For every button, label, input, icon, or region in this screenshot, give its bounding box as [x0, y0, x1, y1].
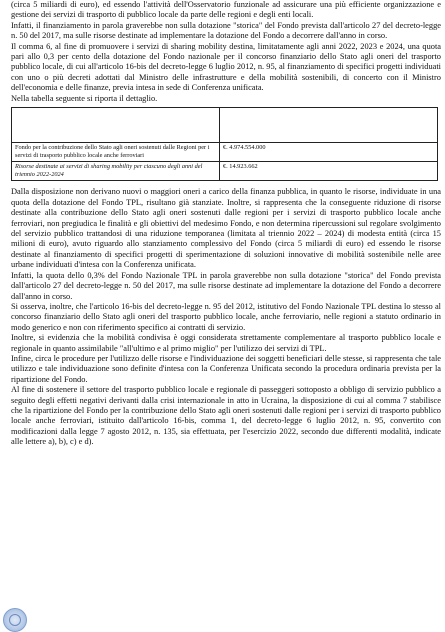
paragraph: Infatti, la quota dello 0,3% del Fondo Nazionale TPL in parola graverebbe non sulla dotazione "storica" del Fondo prevista dall'articolo 27 del decreto-legge n. 50 del 2017, ma sulle risorse destinate ad implementare la dotazione del Fondo a decorrere dall'anno in corso. — [11, 270, 441, 301]
paragraph: Inoltre, si evidenzia che la mobilità condivisa è oggi considerata strettamente complementare al trasporto pubblico locale e regionale in quanto assimilabile "all'ultimo e al primo miglio" per l'utilizzo dei servizi di TPL. — [11, 333, 441, 353]
details-table — [11, 107, 438, 181]
paragraph: Al fine di sostenere il settore del trasporto pubblico locale e regionale di passeggeri sottoposto a obbligo di servizio pubblico a seguito degli effetti negativi derivanti dalla crisi internazionale in atto in Ucraina, la disposizione di cui al comma 7 stabilisce che la ripartizione del Fondo per la contribuzione dello Stato agli oneri sostenuti dalle regioni per i servizi di trasporto pubblico locale anche ferroviari, istituito dall'articolo 16-bis, comma 1, del decreto-legge 6 luglio 2012, n. 95, convertito con modificazioni dalla legge 7 agosto 2012, n. 135, sia effettuata, per l'esercizio 2022, secondo due differenti modalità, indicate alle lettere a), b), c) e d). — [11, 385, 441, 447]
table-row — [12, 162, 438, 181]
details-table-wrapper — [11, 107, 438, 181]
table-cell — [12, 108, 220, 143]
paragraph: Il comma 6, al fine di promuovere i servizi di sharing mobility destina, limitatamente agli anni 2022, 2023 e 2024, una quota pari allo 0,3 per cento della dotazione del Fondo nazionale per il concorso finanziario dello Stato agli oneri del trasporto pubblico locale, di cui all'articolo 16-bis del decreto-legge 6 luglio 2012, n. 95, al finanziamento di specifici progetti individuati con uno o più decreti adottati dal Ministro delle infrastrutture e della mobilità sostenibili, di concerto con il Ministro dell'economia e delle finanze, previa intesa in sede di Conferenza unificata. — [11, 41, 441, 93]
paragraph: Infine, circa le procedure per l'utilizzo delle risorse e l'individuazione dei soggetti beneficiari delle stesse, si rappresenta che tale utilizzo e tale individuazione sono definite d'intesa con la Conferenza Unificata secondo la procedura ordinaria prevista per la ripartizione del Fondo. — [11, 353, 441, 384]
table-cell — [220, 108, 438, 143]
official-seal-icon — [3, 608, 27, 632]
table-row — [12, 143, 438, 162]
table-row — [12, 108, 438, 143]
paragraph: (circa 5 miliardi di euro), ed essendo l'attività dell'Osservatorio funzionale ad assicurare una più efficiente organizzazione e gestione dei servizi di trasporto di pubblico locale da parte delle regioni e degli enti locali. — [11, 0, 441, 20]
paragraph: Si osserva, inoltre, che l'articolo 16-bis del decreto-legge n. 95 del 2012, istitutivo del Fondo Nazionale TPL destina lo stesso al concorso finanziario dello Stato agli oneri del trasporto pubblico locale, anche ferroviario, nelle regioni a statuto ordinario in modo generico e non con riferimento specifico ai contratti di servizio. — [11, 301, 441, 332]
document-page — [11, 0, 441, 448]
table-cell-value: €. 4.974.554.000 — [220, 143, 438, 162]
paragraph: Nella tabella seguente si riporta il dettaglio. — [11, 93, 158, 103]
table-cell-label: Fondo per la contribuzione dello Stato agli oneri sostenuti dalle Regioni per i servizi di trasporto pubblico locale anche ferroviari — [12, 143, 220, 162]
table-cell-label: Risorse destinate ai servizi di sharing mobility per ciascuno degli anni del triennio 2022-2024 — [12, 162, 220, 181]
paragraph: Dalla disposizione non derivano nuovi o maggiori oneri a carico della finanza pubblica, in quanto le risorse, individuate in una quota della dotazione del Fondo TPL, risultano già stanziate. Inoltre, si rappresenta che la conseguente riduzione di risorse destinate alla contribuzione dello Stato agli oneri sostenuti dalle regioni per i servizi di trasporto pubblico locale anche ferroviari, non pregiudica le finalità e gli obiettivi del medesimo Fondo, e non determina ripercussioni sul regolare svolgimento del servizio pubblico trattandosi di una riduzione temporanea (limitata al triennio 2022 – 2024) di modesta entità (circa 15 milioni di euro), avuto riguardo allo stanziamento complessivo del Fondo (circa 5 miliardi di euro) ed essendo le risorse destinate al finanziamento di specifici progetti di sperimentazione di soluzioni innovative di mobilità sostenibile nelle aree urbane individuati d'intesa con la Conferenza unificata. — [11, 187, 441, 270]
paragraph: Infatti, il finanziamento in parola graverebbe non sulla dotazione "storica" del Fondo prevista dall'articolo 27 del decreto-legge n. 50 del 2017, ma sulle risorse destinate ad implementare la dotazione del Fondo a decorrere dall'anno in corso. — [11, 20, 441, 41]
table-cell-value: €. 14.923.662 — [220, 162, 438, 181]
